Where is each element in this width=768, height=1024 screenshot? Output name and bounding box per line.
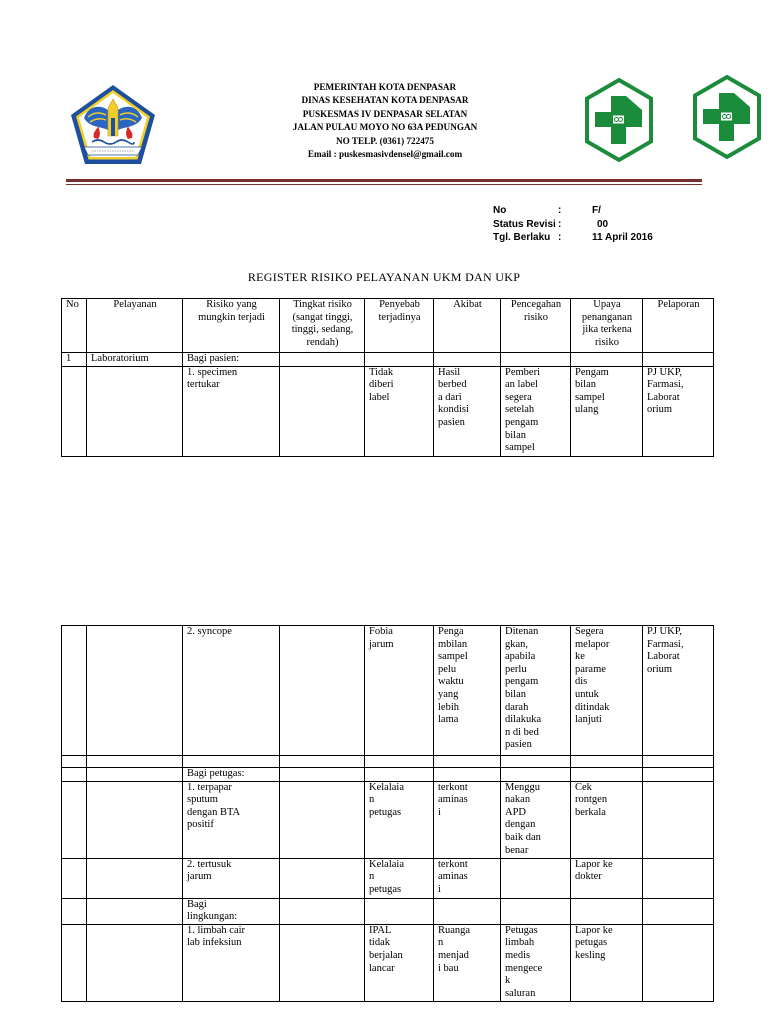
cell-penyebab: [365, 768, 434, 782]
doc-info-label: No: [493, 205, 507, 216]
doc-info-value: F/: [592, 205, 601, 216]
cell-risiko: Bagi petugas:: [183, 768, 280, 782]
puskesmas-logo-icon: [692, 74, 762, 160]
cell-penyebab: [365, 353, 434, 367]
table-row: [62, 626, 714, 756]
letterhead-rule-thick: [66, 179, 702, 182]
doc-info-row-effective-date: [493, 231, 653, 245]
col-header-upaya: Upaya penanganan jika terkena risiko: [571, 299, 643, 353]
cell-penyebab: Kelalaia n petugas: [365, 781, 434, 858]
cell-akibat: [434, 898, 501, 924]
cell-risiko: 2. syncope: [183, 626, 280, 756]
cell-akibat: [434, 353, 501, 367]
cell-penyebab: [365, 756, 434, 768]
doc-info-label: Tgl. Berlaku: [493, 232, 551, 243]
letterhead-phone: NO TELP. (0361) 722475: [335, 135, 434, 146]
doc-info-value: 11 April 2016: [592, 232, 653, 243]
cell-pelayanan: [87, 924, 183, 1001]
col-header-penyebab: Penyebab terjadinya: [365, 299, 434, 353]
cell-tingkat-risiko: [280, 924, 365, 1001]
col-header-risiko: Risiko yang mungkin terjadi: [183, 299, 280, 353]
document-info: [493, 204, 653, 245]
cell-penyebab: Tidak diberi label: [365, 366, 434, 456]
cell-upaya: [571, 768, 643, 782]
cell-tingkat-risiko: [280, 366, 365, 456]
cell-pencegahan: Menggu nakan APD dengan baik dan benar: [501, 781, 571, 858]
cell-penyebab: Kelalaia n petugas: [365, 858, 434, 898]
letterhead-rule-thin: [66, 184, 702, 185]
cell-pencegahan: [501, 756, 571, 768]
doc-info-row-number: [493, 204, 653, 218]
col-header-pelayanan: Pelayanan: [87, 299, 183, 353]
puskesmas-logo-icon: [584, 77, 654, 163]
cell-risiko: [183, 756, 280, 768]
cell-akibat: Ruanga n menjad i bau: [434, 924, 501, 1001]
cell-risiko: 1. terpapar sputum dengan BTA positif: [183, 781, 280, 858]
letterhead-department: DINAS KESEHATAN KOTA DENPASAR: [301, 95, 469, 106]
doc-info-separator: :: [558, 205, 562, 216]
register-header-row: [62, 299, 714, 353]
cell-upaya: Lapor ke petugas kesling: [571, 924, 643, 1001]
cell-akibat: Penga mbilan sampel pelu waktu yang lebih lama: [434, 626, 501, 756]
cell-penyebab: IPAL tidak berjalan lancar: [365, 924, 434, 1001]
cell-risiko: Bagi pasien:: [183, 353, 280, 367]
cell-risiko: Bagi lingkungan:: [183, 898, 280, 924]
cell-tingkat-risiko: [280, 626, 365, 756]
cell-penyebab: [365, 898, 434, 924]
cell-pelayanan: [87, 768, 183, 782]
register-table-part-2: [61, 625, 714, 1002]
letterhead-address: JALAN PULAU MOYO NO 63A PEDUNGAN: [292, 122, 478, 133]
cell-pelaporan: [643, 781, 714, 858]
cell-pelaporan: [643, 898, 714, 924]
cell-akibat: terkont aminas i: [434, 781, 501, 858]
cell-pencegahan: Ditenan gkan, apabila perlu pengam bilan darah dilakuka n di bed pasien: [501, 626, 571, 756]
cell-no: [62, 781, 87, 858]
cell-upaya: [571, 898, 643, 924]
cell-akibat: [434, 768, 501, 782]
cell-no: 1: [62, 353, 87, 367]
cell-upaya: [571, 756, 643, 768]
table-row: [62, 858, 714, 898]
cell-tingkat-risiko: [280, 898, 365, 924]
table-row: [62, 366, 714, 456]
col-header-pencegahan: Pencegahan risiko: [501, 299, 571, 353]
table-row: [62, 898, 714, 924]
cell-no: [62, 626, 87, 756]
cell-upaya: Cek rontgen berkala: [571, 781, 643, 858]
cell-pelayanan: [87, 756, 183, 768]
cell-akibat: terkont aminas i: [434, 858, 501, 898]
col-header-no: No: [62, 299, 87, 353]
letterhead-email: Email : puskesmasivdensel@gmail.com: [307, 148, 463, 159]
denpasar-city-emblem-icon: [70, 84, 156, 166]
doc-info-separator: :: [558, 232, 562, 243]
cell-pelaporan: PJ UKP, Farmasi, Laborat orium: [643, 626, 714, 756]
table-row: [62, 924, 714, 1001]
table-row: [62, 756, 714, 768]
col-header-akibat: Akibat: [434, 299, 501, 353]
cell-upaya: Lapor ke dokter: [571, 858, 643, 898]
cell-no: [62, 924, 87, 1001]
cell-pencegahan: [501, 858, 571, 898]
register-table-part-1: [61, 298, 714, 457]
cell-upaya: [571, 353, 643, 367]
cell-pencegahan: [501, 353, 571, 367]
cell-pelayanan: [87, 781, 183, 858]
cell-pelaporan: [643, 768, 714, 782]
cell-tingkat-risiko: [280, 353, 365, 367]
cell-tingkat-risiko: [280, 768, 365, 782]
cell-pelaporan: [643, 924, 714, 1001]
cell-pelayanan: [87, 626, 183, 756]
cell-tingkat-risiko: [280, 781, 365, 858]
cell-upaya: Segera melapor ke parame dis untuk ditindak lanjuti: [571, 626, 643, 756]
cell-risiko: 1. specimen tertukar: [183, 366, 280, 456]
cell-risiko: 1. limbah cair lab infeksiun: [183, 924, 280, 1001]
col-header-pelaporan: Pelaporan: [643, 299, 714, 353]
cell-pelaporan: [643, 353, 714, 367]
table-row: [62, 781, 714, 858]
cell-pelayanan: [87, 898, 183, 924]
letterhead-government: PEMERINTAH KOTA DENPASAR: [313, 82, 457, 92]
doc-info-separator: :: [558, 218, 562, 230]
cell-no: [62, 858, 87, 898]
cell-pelaporan: PJ UKP, Farmasi, Laborat orium: [643, 366, 714, 456]
letterhead: [220, 81, 550, 161]
cell-pelayanan: Laboratorium: [87, 353, 183, 367]
cell-no: [62, 366, 87, 456]
doc-info-value: 00: [597, 218, 609, 230]
cell-pencegahan: [501, 768, 571, 782]
doc-info-label: Status Revisi: [493, 218, 556, 230]
cell-akibat: [434, 756, 501, 768]
table-row: [62, 353, 714, 367]
cell-pelaporan: [643, 858, 714, 898]
cell-pencegahan: Pemberi an label segera setelah pengam bilan sampel: [501, 366, 571, 456]
cell-no: [62, 756, 87, 768]
cell-pencegahan: [501, 898, 571, 924]
table-row: [62, 768, 714, 782]
cell-pencegahan: Petugas limbah medis mengece k saluran: [501, 924, 571, 1001]
cell-tingkat-risiko: [280, 858, 365, 898]
col-header-tingkat-risiko: Tingkat risiko (sangat tinggi, tinggi, sedang, rendah): [280, 299, 365, 353]
cell-tingkat-risiko: [280, 756, 365, 768]
cell-pelaporan: [643, 756, 714, 768]
doc-info-row-revision: [493, 218, 653, 232]
cell-no: [62, 898, 87, 924]
cell-penyebab: Fobia jarum: [365, 626, 434, 756]
document-title: REGISTER RISIKO PELAYANAN UKM DAN UKP: [247, 270, 521, 284]
cell-pelayanan: [87, 366, 183, 456]
cell-upaya: Pengam bilan sampel ulang: [571, 366, 643, 456]
letterhead-puskesmas: PUSKESMAS IV DENPASAR SELATAN: [302, 108, 468, 119]
cell-akibat: Hasil berbed a dari kondisi pasien: [434, 366, 501, 456]
cell-no: [62, 768, 87, 782]
cell-pelayanan: [87, 858, 183, 898]
cell-risiko: 2. tertusuk jarum: [183, 858, 280, 898]
